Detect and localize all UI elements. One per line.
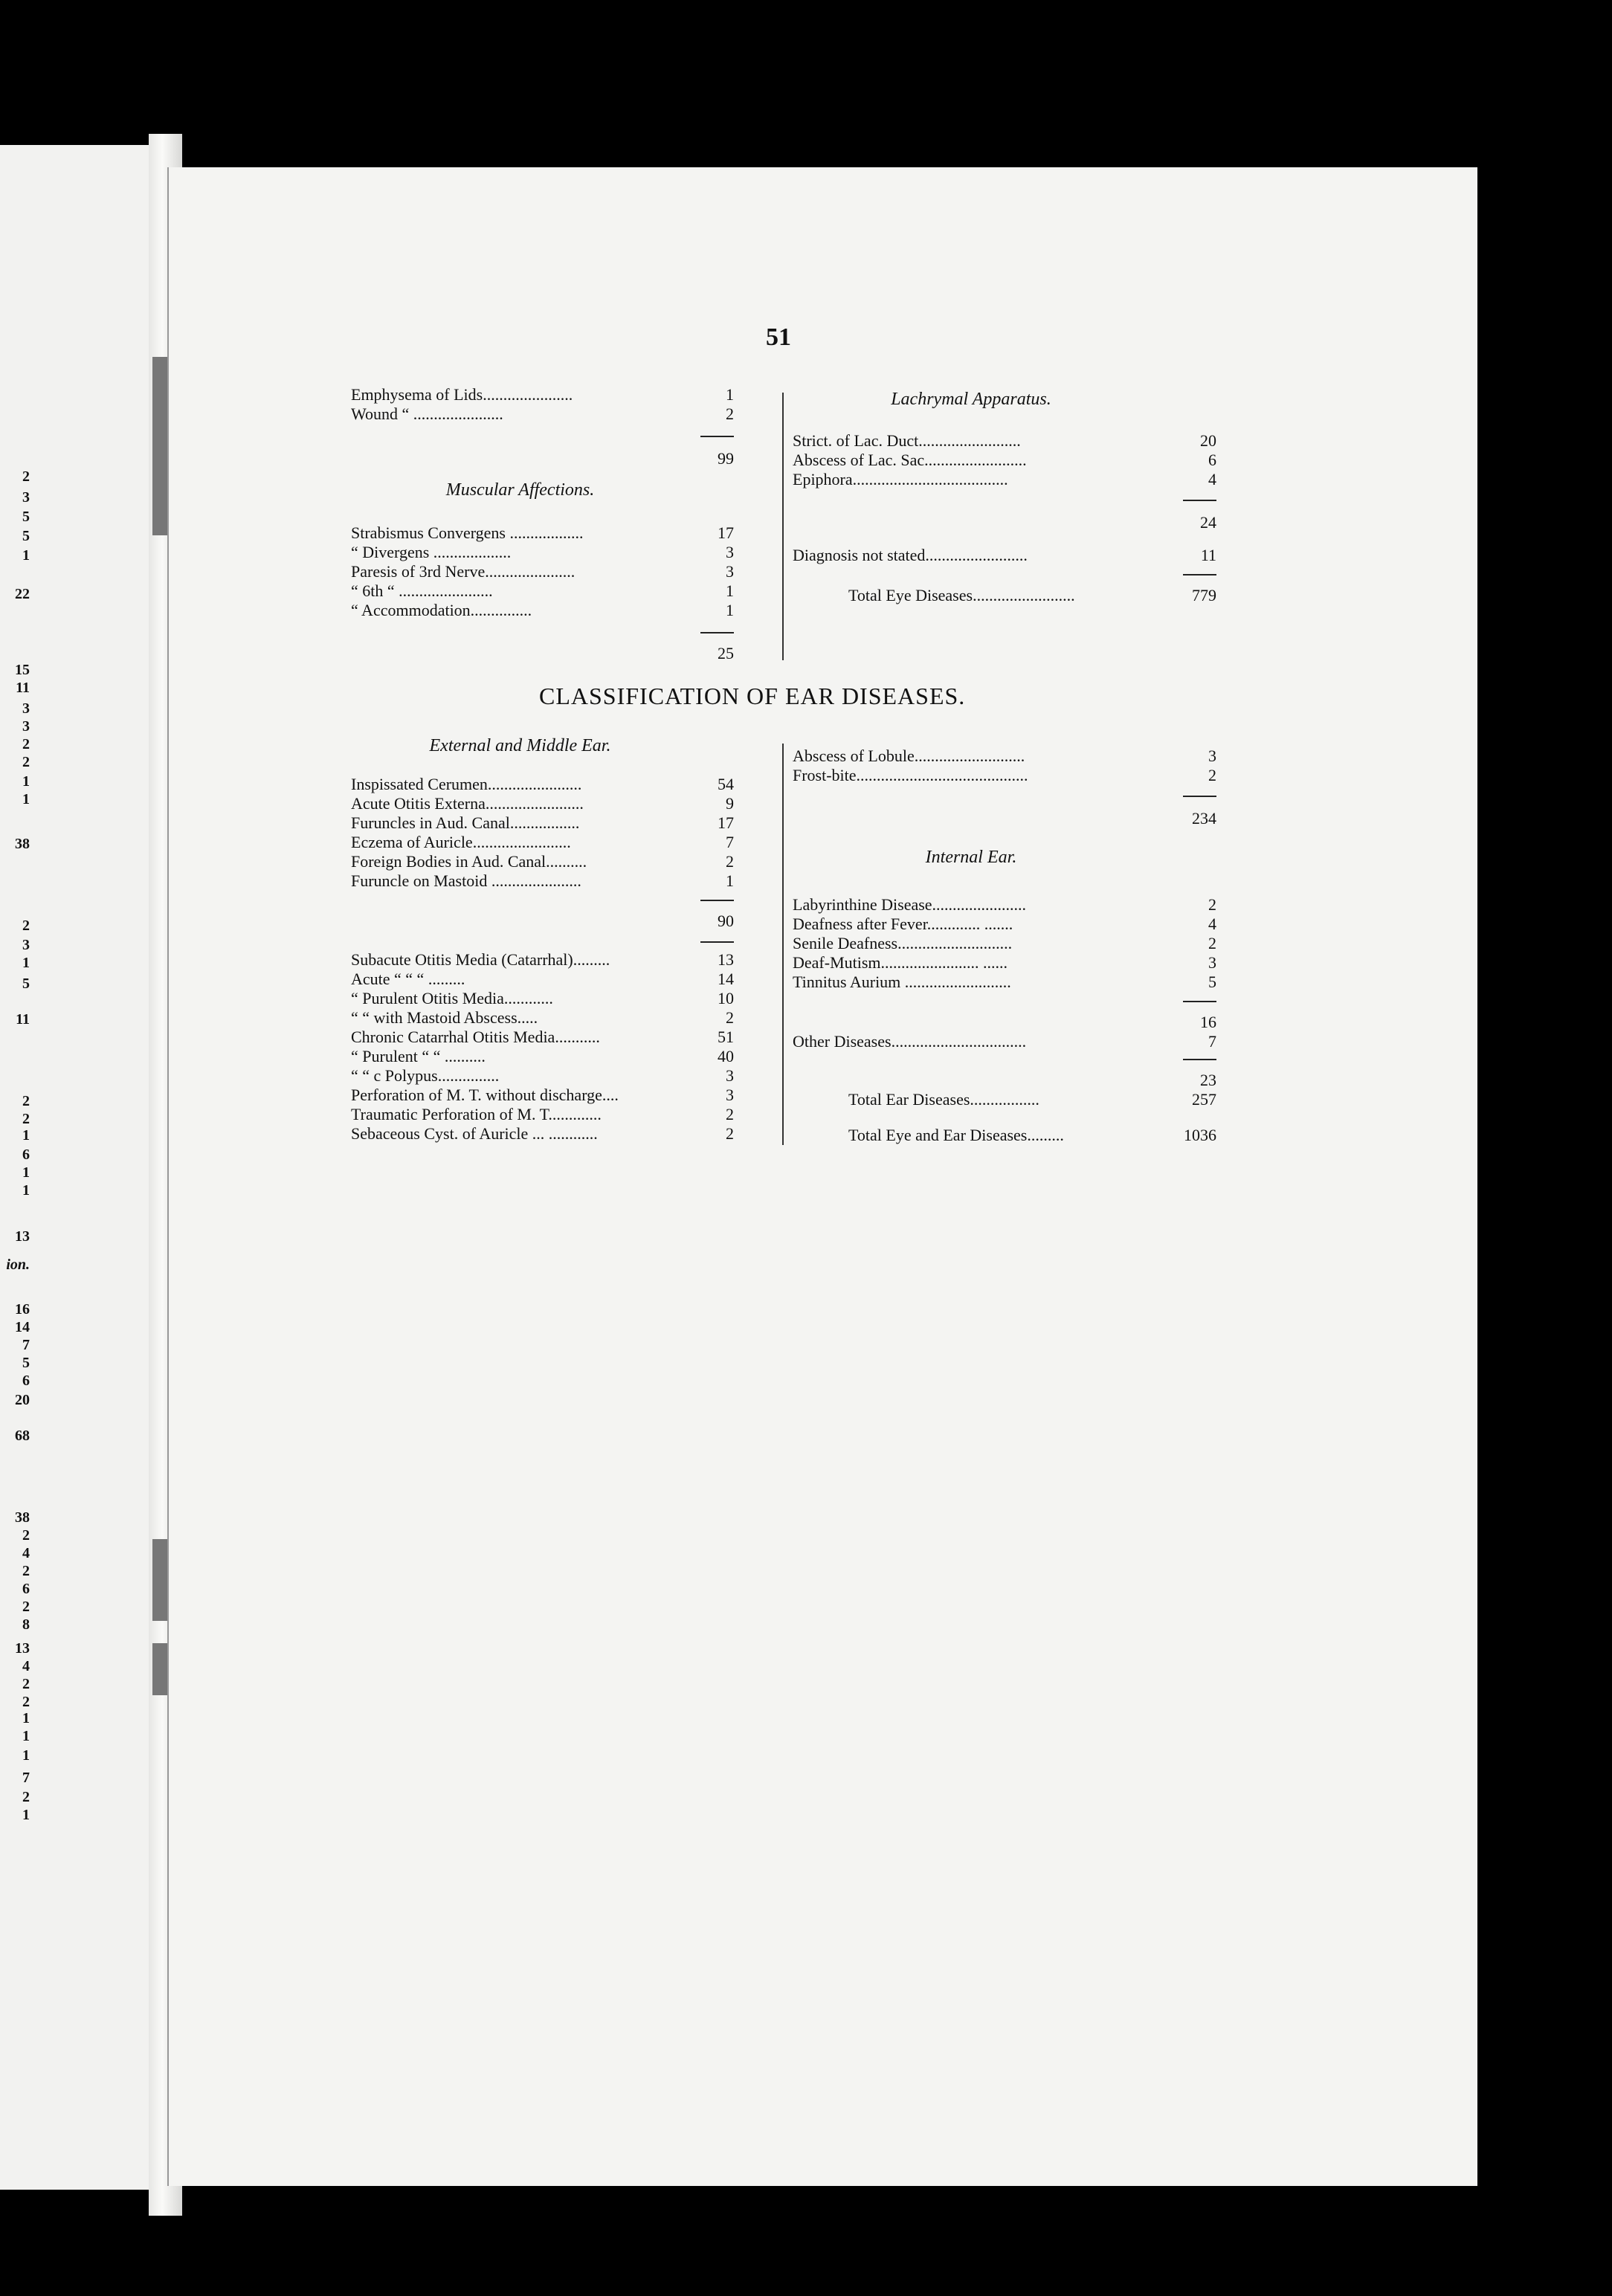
subtotal-rule bbox=[700, 900, 734, 901]
left-margin-number: 1 bbox=[22, 1164, 30, 1181]
row-total-eye: Total Eye Diseases......................... 779 bbox=[848, 586, 1216, 604]
muscular-column bbox=[351, 385, 734, 668]
section-heading: Internal Ear. bbox=[925, 848, 1017, 867]
row-subtotal: 23 bbox=[1200, 1071, 1216, 1089]
row-subtotal: 24 bbox=[1200, 513, 1216, 532]
left-margin-number: 1 bbox=[22, 955, 30, 971]
left-margin-number: 3 bbox=[22, 700, 30, 717]
left-margin-number: 5 bbox=[22, 976, 30, 992]
row-wound: Wound “ ...................... 2 bbox=[351, 404, 734, 423]
row-otitis-externa: Acute Otitis Externa........................ 9 bbox=[351, 794, 734, 813]
row-accommodation: “ Accommodation............... 1 bbox=[351, 601, 734, 619]
subtotal-rule bbox=[700, 632, 734, 633]
left-margin-number: 1 bbox=[22, 773, 30, 790]
row-cerumen: Inspissated Cerumen....................... 54 bbox=[351, 775, 734, 793]
left-margin-number: 1 bbox=[22, 1728, 30, 1744]
left-margin-number: 2 bbox=[22, 468, 30, 485]
row-abscess-sac: Abscess of Lac. Sac......................... 6 bbox=[793, 451, 1216, 469]
subtotal-rule bbox=[1183, 1059, 1216, 1060]
row-subtotal: 234 bbox=[1192, 809, 1216, 828]
left-margin-number: 2 bbox=[22, 736, 30, 752]
row-furuncle-mastoid: Furuncle on Mastoid ...................... 1 bbox=[351, 871, 734, 890]
left-margin-number: 15 bbox=[15, 662, 30, 678]
left-margin-number: 2 bbox=[22, 1789, 30, 1805]
left-margin-number: 1 bbox=[22, 1182, 30, 1199]
row-total-eye-and-ear: Total Eye and Ear Diseases......... 1036 bbox=[848, 1126, 1216, 1144]
left-margin-number: 20 bbox=[15, 1392, 30, 1408]
subtotal-rule bbox=[1183, 796, 1216, 797]
row-chronic-purulent: “ Purulent “ “ .......... 40 bbox=[351, 1047, 734, 1065]
left-margin-number: 4 bbox=[22, 1545, 30, 1561]
row-sebaceous: Sebaceous Cyst. of Auricle ... ............ 2 bbox=[351, 1124, 734, 1143]
section-heading: Lachrymal Apparatus. bbox=[891, 390, 1051, 409]
row-labyrinthine: Labyrinthine Disease....................... 2 bbox=[793, 895, 1216, 914]
left-margin-number: 13 bbox=[15, 1228, 30, 1245]
row-perforation: Perforation of M. T. without discharge.... 3 bbox=[351, 1086, 734, 1104]
left-margin-number: 1 bbox=[22, 1127, 30, 1144]
subtotal-rule bbox=[1183, 500, 1216, 501]
section-heading: External and Middle Ear. bbox=[429, 736, 611, 755]
left-margin-number: 3 bbox=[22, 937, 30, 953]
binding-stain bbox=[152, 1539, 167, 1621]
row-paresis-3rd: Paresis of 3rd Nerve...................... 3 bbox=[351, 562, 734, 581]
row-epiphora: Epiphora...................................... 4 bbox=[793, 470, 1216, 488]
row-traumatic: Traumatic Perforation of M. T............. 2 bbox=[351, 1105, 734, 1123]
left-margin-number: 2 bbox=[22, 754, 30, 770]
row-polypus: “ “ c Polypus............... 3 bbox=[351, 1066, 734, 1085]
row-deaf-mutism: Deaf-Mutism........................ ...... 3 bbox=[793, 953, 1216, 972]
row-strabismus: Strabismus Convergens .................. 17 bbox=[351, 523, 734, 542]
left-margin-number: 2 bbox=[22, 1093, 30, 1109]
left-margin-number: 2 bbox=[22, 918, 30, 934]
binding-stain bbox=[152, 1643, 167, 1695]
row-senile-deafness: Senile Deafness............................ 2 bbox=[793, 934, 1216, 952]
left-margin-number: 2 bbox=[22, 1676, 30, 1692]
left-margin-number: 2 bbox=[22, 1527, 30, 1544]
left-margin-number: 1 bbox=[22, 1710, 30, 1726]
row-abscess-lobule: Abscess of Lobule........................... 3 bbox=[793, 746, 1216, 765]
row-paresis-6th: “ 6th “ ....................... 1 bbox=[351, 581, 734, 600]
row-total-ear: Total Ear Diseases................. 257 bbox=[848, 1090, 1216, 1109]
left-margin-number: 3 bbox=[22, 718, 30, 735]
row-eczema: Eczema of Auricle........................ 7 bbox=[351, 833, 734, 851]
row-divergens: “ Divergens ................... 3 bbox=[351, 543, 734, 561]
left-margin-number: 16 bbox=[15, 1301, 30, 1318]
row-furuncles: Furuncles in Aud. Canal................. 17 bbox=[351, 813, 734, 832]
left-margin-number: 2 bbox=[22, 1599, 30, 1615]
left-margin-number: 14 bbox=[15, 1319, 30, 1335]
row-other-diseases: Other Diseases................................. 7 bbox=[793, 1032, 1216, 1051]
left-margin-number: 7 bbox=[22, 1770, 30, 1786]
left-margin-number: 11 bbox=[16, 680, 30, 696]
ear-summary-column bbox=[793, 746, 1216, 1163]
left-margin-number: 11 bbox=[16, 1011, 30, 1028]
left-margin-number: 68 bbox=[15, 1428, 30, 1444]
left-margin-number: 4 bbox=[22, 1658, 30, 1674]
row-tinnitus: Tinnitus Aurium .......................... 5 bbox=[793, 973, 1216, 991]
page-number: 51 bbox=[766, 323, 791, 351]
row-frost-bite: Frost-bite.......................................... 2 bbox=[793, 766, 1216, 784]
left-margin-number: 38 bbox=[15, 836, 30, 852]
left-margin-number: 5 bbox=[22, 528, 30, 544]
left-margin-number: ion. bbox=[6, 1257, 30, 1273]
left-margin-number: 5 bbox=[22, 509, 30, 525]
subtotal-rule bbox=[700, 941, 734, 943]
row-mastoid-abscess: “ “ with Mastoid Abscess..... 2 bbox=[351, 1008, 734, 1027]
left-margin-number: 5 bbox=[22, 1355, 30, 1371]
column-divider bbox=[782, 393, 784, 660]
section-title: CLASSIFICATION OF EAR DISEASES. bbox=[539, 683, 966, 709]
row-subtotal: 25 bbox=[718, 644, 734, 662]
row-foreign-bodies: Foreign Bodies in Aud. Canal.......... 2 bbox=[351, 852, 734, 871]
left-margin-number: 2 bbox=[22, 1694, 30, 1710]
row-chronic-catarrhal: Chronic Catarrhal Otitis Media........... 51 bbox=[351, 1028, 734, 1046]
row-strict: Strict. of Lac. Duct......................... 20 bbox=[793, 431, 1216, 450]
row-subacute: Subacute Otitis Media (Catarrhal)......... 13 bbox=[351, 950, 734, 969]
row-deafness-fever: Deafness after Fever............. ....... 4 bbox=[793, 915, 1216, 933]
row-diagnosis-not-stated: Diagnosis not stated......................... 11 bbox=[793, 546, 1216, 564]
left-margin-number: 6 bbox=[22, 1581, 30, 1597]
subtotal-rule bbox=[1183, 1001, 1216, 1002]
left-margin-number: 1 bbox=[22, 1807, 30, 1823]
left-margin-number: 7 bbox=[22, 1337, 30, 1353]
left-margin-number: 1 bbox=[22, 1747, 30, 1764]
left-page-fragment bbox=[0, 145, 149, 2190]
external-middle-ear-column bbox=[351, 736, 734, 1152]
row-subtotal: 90 bbox=[718, 912, 734, 930]
left-margin-number: 22 bbox=[15, 586, 30, 602]
left-margin-number: 2 bbox=[22, 1111, 30, 1127]
section-heading: Muscular Affections. bbox=[445, 480, 595, 500]
left-margin-number: 8 bbox=[22, 1616, 30, 1633]
left-margin-number: 6 bbox=[22, 1147, 30, 1163]
left-margin-number: 2 bbox=[22, 1563, 30, 1579]
lachrymal-column bbox=[793, 385, 1216, 623]
row-subtotal: 16 bbox=[1200, 1013, 1216, 1031]
row-acute: Acute “ “ “ ......... 14 bbox=[351, 970, 734, 988]
subtotal-rule bbox=[700, 436, 734, 437]
row-acute-purulent: “ Purulent Otitis Media............ 10 bbox=[351, 989, 734, 1007]
column-divider bbox=[782, 744, 784, 1145]
left-margin-number: 1 bbox=[22, 791, 30, 807]
left-margin-number: 38 bbox=[15, 1509, 30, 1526]
row-subtotal: 99 bbox=[718, 449, 734, 468]
left-margin-number: 6 bbox=[22, 1373, 30, 1389]
left-margin-number: 13 bbox=[15, 1640, 30, 1657]
left-margin-number: 1 bbox=[22, 547, 30, 564]
left-margin-number: 3 bbox=[22, 489, 30, 506]
row-emphysema: Emphysema of Lids...................... 1 bbox=[351, 385, 734, 404]
total-rule bbox=[1183, 574, 1216, 575]
